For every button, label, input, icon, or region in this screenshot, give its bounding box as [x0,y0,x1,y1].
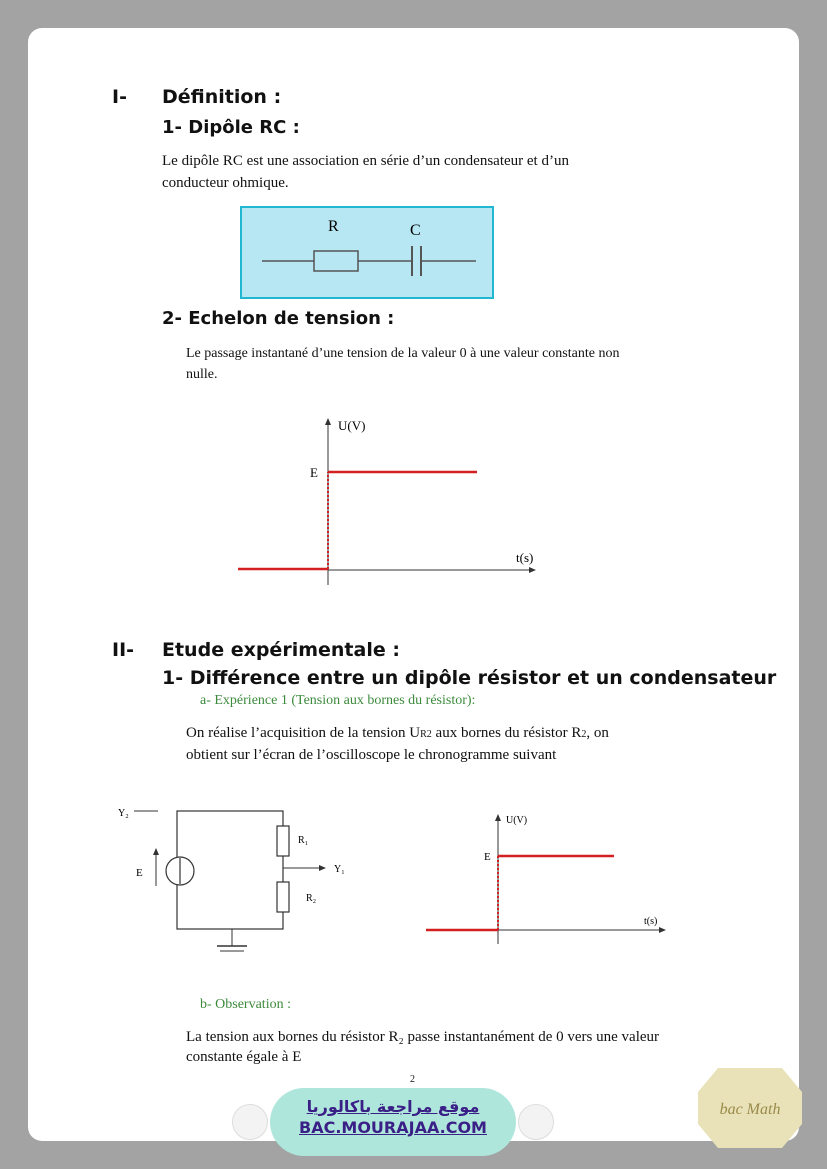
r2-label: R₂ [306,893,317,904]
probe-y1-label: Y₁ [334,864,345,875]
paragraph-line: obtient sur l’écran de l’oscilloscope le chronogramme suivant [186,747,557,763]
site-name-arabic[interactable]: موقع مراجعة باكالوريا [306,1097,480,1116]
site-logo-icon [518,1104,554,1140]
resistor-label: R [328,218,339,235]
capacitor-label: C [410,222,421,239]
y-axis-arrow [495,814,501,821]
resistor-symbol [314,251,358,271]
logo-text: bac Math [719,1101,781,1118]
section-title: Définition : [162,86,282,108]
resistor-voltage-graph [420,806,670,946]
subsection-title: 1- Dipôle RC : [162,117,300,138]
site-url-link[interactable]: BAC.MOURAJAA.COM [299,1118,487,1137]
r1-label: R₁ [298,835,309,846]
subsection-title: 2- Echelon de tension : [162,308,395,329]
probe-y2-label: Y₂ [118,808,129,819]
source-label: E [136,867,143,879]
paragraph-line: constante égale à E [186,1049,302,1065]
paragraph-line: Le dipôle RC est une association en série d’un condensateur et d’un [162,153,569,169]
rc-circuit-diagram [240,206,494,299]
site-banner[interactable] [270,1088,516,1156]
paragraph-line: conducteur ohmique. [162,175,289,191]
observation-label: b- Observation : [200,997,291,1012]
x-axis-arrow [529,567,536,573]
x-axis-arrow [659,927,666,933]
experiment-label: a- Expérience 1 (Tension aux bornes du résistor): [200,693,476,708]
section-number: I- [112,86,127,108]
voltage-arrow [153,848,159,855]
resistor-circuit-diagram [110,796,360,961]
paragraph-line: La tension aux bornes du résistor R₂ passe instantanément de 0 vers une valeur [186,1029,660,1045]
x-axis-label: t(s) [516,550,534,565]
resistor-r2 [277,882,289,912]
site-logo-icon [232,1104,268,1140]
x-axis-label: t(s) [644,916,658,927]
level-label: E [484,851,491,863]
section-title: Etude expérimentale : [162,639,400,661]
level-label: E [310,465,318,480]
y-axis-label: U(V) [506,815,528,826]
page-number: 2 [410,1074,415,1085]
resistor-r1 [277,826,289,856]
paragraph-line: On réalise l’acquisition de la tension UR2 aux bornes du résistor R2, on [186,725,609,741]
y-axis-label: U(V) [338,418,366,433]
subsection-title: 1- Différence entre un dipôle résistor et un condensateur [162,667,777,689]
bacmath-logo [698,1068,802,1148]
paragraph-line: Le passage instantané d’une tension de la valeur 0 à une valeur constante non [186,346,620,361]
paragraph-line: nulle. [186,367,218,382]
y-axis-arrow [325,418,331,425]
section-number: II- [112,639,135,661]
step-voltage-graph [230,410,550,595]
